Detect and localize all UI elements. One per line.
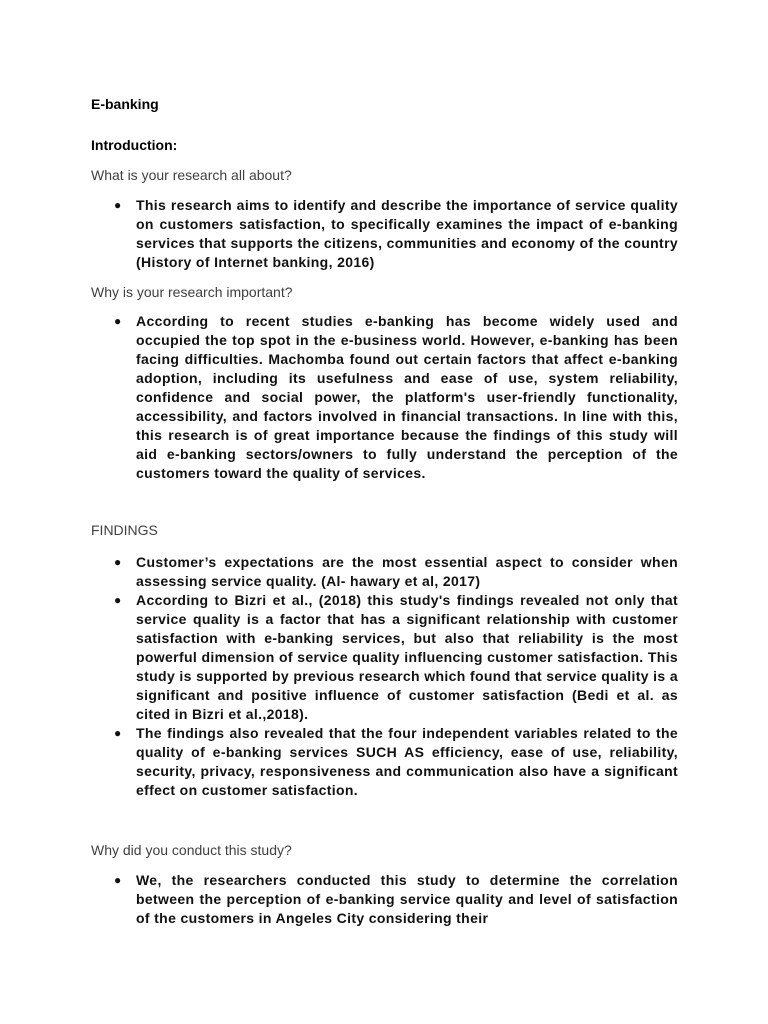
answer-list-research-about bbox=[91, 196, 678, 272]
list-item-text: We, the researchers conducted this study to determine the correlation between the perception of e-banking service quality and level of satisfaction of the customers in Angeles City considering their bbox=[136, 872, 678, 926]
bullet-icon: ● bbox=[114, 314, 122, 328]
list-item-text: This research aims to identify and describe the importance of service quality on customers satisfaction, to specifically examines the impact of e-banking services that supports the citizens, communities and economy of the country (History of Internet banking, 2016) bbox=[136, 197, 678, 270]
answer-list-research-important bbox=[91, 312, 678, 483]
bullet-icon: ● bbox=[114, 726, 122, 740]
bullet-icon: ● bbox=[114, 873, 122, 887]
list-item-text: According to recent studies e-banking has become widely used and occupied the top spot in the e-business world. However, e-banking has been facing difficulties. Machomba found out certain factors that affect e-banking adoption, including its usefulness and ease of use, system reliability, confidence and social power, the platform's user-friendly functionality, accessibility, and factors involved in financial transactions. In line with this, this research is of great importance because the findings of this study will aid e-banking sectors/owners to fully understand the perception of the customers toward the quality of services. bbox=[136, 313, 678, 481]
bullet-icon: ● bbox=[114, 555, 122, 569]
document-title: E-banking bbox=[91, 96, 159, 112]
list-item bbox=[91, 196, 678, 272]
question-why-conduct: Why did you conduct this study? bbox=[91, 842, 292, 858]
list-item bbox=[91, 871, 678, 928]
introduction-heading: Introduction: bbox=[91, 137, 178, 153]
list-item bbox=[91, 724, 678, 800]
list-item-text: Customer’s expectations are the most essential aspect to consider when assessing service quality. (Al- hawary et al, 2017) bbox=[136, 554, 678, 589]
bullet-icon: ● bbox=[114, 593, 122, 607]
list-item bbox=[91, 591, 678, 724]
question-research-about: What is your research all about? bbox=[91, 167, 292, 183]
question-research-important: Why is your research important? bbox=[91, 284, 293, 300]
answer-list-why-conduct bbox=[91, 871, 678, 928]
document-page bbox=[91, 0, 678, 1024]
list-item-text: The findings also revealed that the four independent variables related to the quality of e-banking services SUCH AS efficiency, ease of use, reliability, security, privacy, responsiveness and communication also have a significant effect on customer satisfaction. bbox=[136, 725, 678, 798]
list-item-text: According to Bizri et al., (2018) this study's findings revealed not only that service quality is a factor that has a significant relationship with customer satisfaction with e-banking services, but also that reliability is the most powerful dimension of service quality influencing customer satisfaction. This study is supported by previous research which found that service quality is a significant and positive influence of customer satisfaction (Bedi et al. as cited in Bizri et al.,2018). bbox=[136, 592, 678, 722]
list-item bbox=[91, 553, 678, 591]
bullet-icon: ● bbox=[114, 198, 122, 212]
findings-heading: FINDINGS bbox=[91, 522, 158, 538]
list-item bbox=[91, 312, 678, 483]
findings-list bbox=[91, 553, 678, 800]
